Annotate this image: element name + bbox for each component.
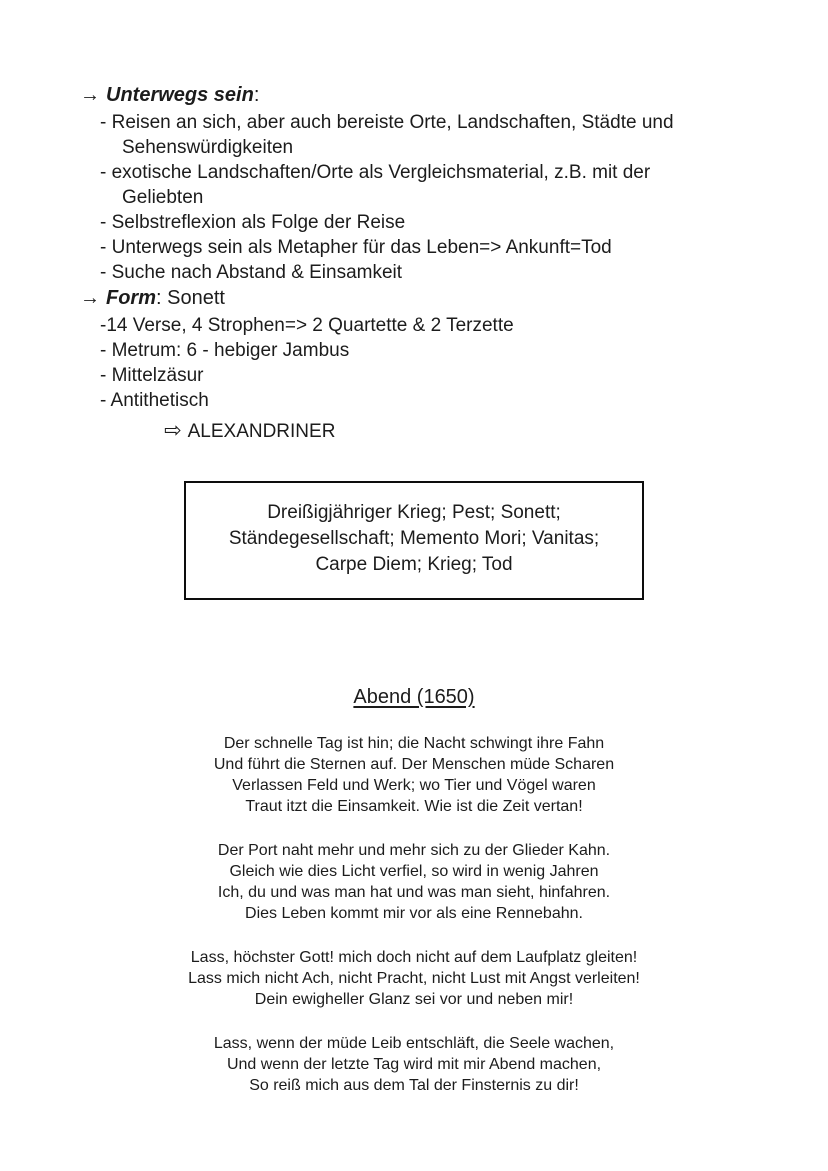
- topic-title: Form: [106, 287, 156, 309]
- topic-unterwegs-sein: [80, 82, 740, 285]
- right-arrow-icon: →: [80, 84, 100, 106]
- note-item: - Suche nach Abstand & Einsamkeit: [100, 262, 403, 283]
- notes-section: [80, 82, 740, 445]
- topic-title: Unterwegs sein: [106, 84, 254, 106]
- right-arrow-icon: →: [80, 287, 100, 309]
- poem-line: Lass, wenn der müde Leib entschläft, die Seele wachen,: [213, 1035, 615, 1052]
- keyword-box: [184, 481, 644, 600]
- topic-rest: : Sonett: [156, 287, 225, 309]
- note-item: - exotische Landschaften/Orte als Vergleichsmaterial, z.B. mit der Geliebten: [100, 162, 651, 208]
- poem-line: Verlassen Feld und Werk; wo Tier und Vögel waren: [232, 777, 596, 794]
- poem-line: Lass, höchster Gott! mich doch nicht auf dem Laufplatz gleiten!: [190, 949, 638, 966]
- poem-line: Und wenn der letzte Tag wird mit mir Abend machen,: [226, 1056, 602, 1073]
- hollow-right-arrow-icon: ⇨: [164, 419, 182, 442]
- note-item: - Reisen an sich, aber auch bereiste Orte, Landschaften, Städte und Sehenswürdigkeiten: [100, 112, 674, 158]
- keyword-box-line: Dreißigjähriger Krieg; Pest; Sonett;: [267, 502, 561, 523]
- poem-stanza-2: [0, 840, 828, 924]
- poem-section: [0, 684, 828, 1096]
- poem-line: Der Port naht mehr und mehr sich zu der Glieder Kahn.: [217, 842, 611, 859]
- poem-line: Gleich wie dies Licht verfiel, so wird in wenig Jahren: [229, 863, 599, 880]
- poem-line: Dein ewigheller Glanz sei vor und neben mir!: [254, 991, 574, 1008]
- note-item: - Mittelzäsur: [100, 365, 204, 386]
- poem-line: So reiß mich aus dem Tal der Finsternis zu dir!: [249, 1077, 579, 1094]
- poem-line: Und führt die Sternen auf. Der Menschen müde Scharen: [213, 756, 615, 773]
- poem-title-wrap: [0, 684, 828, 710]
- poem-title: Abend (1650): [353, 686, 475, 708]
- keyword-box-line: Ständegesellschaft; Memento Mori; Vanitas;: [228, 528, 600, 549]
- topic-form: [80, 285, 740, 413]
- topic-rest: :: [253, 84, 260, 106]
- poem-stanza-4: [0, 1033, 828, 1096]
- topic-heading: [80, 82, 740, 108]
- poem-line: Der schnelle Tag ist hin; die Nacht schwingt ihre Fahn: [223, 735, 605, 752]
- note-item: - Antithetisch: [100, 390, 209, 411]
- poem-stanza-3: [0, 947, 828, 1010]
- poem-line: Ich, du und was man hat und was man sieht, hinfahren.: [217, 884, 611, 901]
- note-item: -14 Verse, 4 Strophen=> 2 Quartette & 2 Terzette: [100, 315, 514, 336]
- poem-line: Traut itzt die Einsamkeit. Wie ist die Zeit vertan!: [245, 798, 583, 815]
- conclusion-line: [164, 418, 740, 445]
- conclusion-text: ALEXANDRINER: [187, 421, 336, 442]
- note-item: - Metrum: 6 - hebiger Jambus: [100, 340, 350, 361]
- note-item: - Unterwegs sein als Metapher für das Leben=> Ankunft=Tod: [100, 237, 612, 258]
- poem-line: Dies Leben kommt mir vor als eine Rennebahn.: [245, 905, 583, 922]
- poem-stanza-1: [0, 733, 828, 817]
- topic-heading: [80, 285, 740, 311]
- poem-line: Lass mich nicht Ach, nicht Pracht, nicht Lust mit Angst verleiten!: [188, 970, 640, 987]
- keyword-box-line: Carpe Diem; Krieg; Tod: [315, 554, 513, 575]
- note-item: - Selbstreflexion als Folge der Reise: [100, 212, 406, 233]
